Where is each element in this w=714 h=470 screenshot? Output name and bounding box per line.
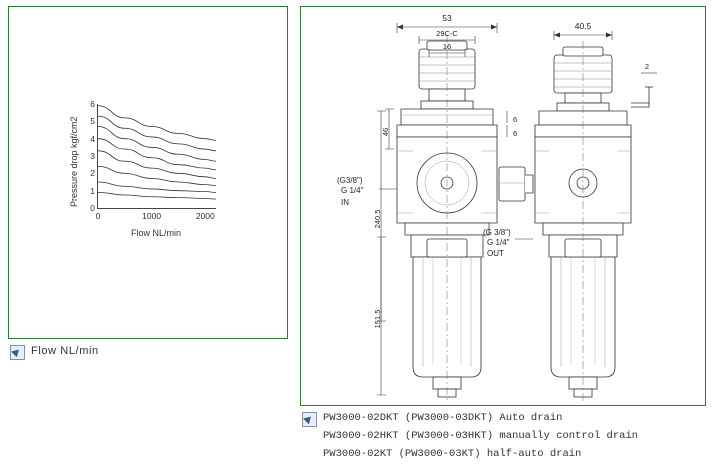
- chart-line-curve-3: [98, 127, 216, 162]
- chart-y-tick-1: 1: [90, 185, 95, 196]
- dim-top-small: 16: [442, 42, 452, 51]
- left-panel-caption: [10, 344, 99, 360]
- chart-x-axis-title: Flow NL/min: [130, 228, 181, 238]
- dim-top-sub: 29C-C: [436, 29, 458, 38]
- filter-regulator-drawing: [301, 7, 705, 405]
- pressure-drop-flow-chart: [69, 99, 239, 252]
- right-caption-line-3: PW3000-02KT (PW3000-03KT) half-auto drain: [323, 448, 582, 460]
- right-caption-line-1: PW3000-02DKT (PW3000-03DKT) Auto drain: [323, 412, 563, 424]
- dim-left-height-2405: 240.5: [373, 209, 382, 229]
- chart-x-tick-0: 0: [95, 211, 101, 221]
- left-caption-text: Flow NL/min: [31, 345, 99, 357]
- dim-left-height-1515: 151.5: [373, 309, 382, 329]
- inlet-label-line2: G 1/4": [341, 186, 364, 195]
- dim-top-width: 53: [442, 13, 452, 23]
- chart-line-curve-5: [98, 151, 216, 179]
- chart-series-lines: [98, 104, 216, 208]
- chart-y-tick-0: 0: [90, 203, 95, 213]
- right-caption-line-2: PW3000-02HKT (PW3000-03HKT) manually control drain: [323, 430, 639, 442]
- outlet-label-line1: (G 3/8"): [483, 228, 511, 237]
- dim-side-small-2: 6: [513, 129, 518, 138]
- outlet-label-line2: G 1/4": [487, 238, 510, 247]
- dimension-drawing-panel: [300, 6, 706, 406]
- chart-y-axis-title: Pressure drop kgf/cm2: [69, 116, 79, 208]
- chart-plot-area: [90, 99, 216, 221]
- chart-x-tick-1: 1000: [142, 211, 162, 221]
- chart-x-tick-2: 2000: [195, 211, 215, 221]
- dim-left-height-46: 46: [381, 127, 390, 137]
- chart-line-curve-8: [98, 192, 216, 199]
- flow-chart-panel: [8, 6, 288, 339]
- drawing-thumbnail-icon: [302, 412, 317, 427]
- chart-y-tick-3: 3: [90, 151, 95, 161]
- chart-y-tick-2: 2: [90, 168, 95, 179]
- chart-y-tick-5: 5: [90, 116, 95, 127]
- chart-line-curve-7: [98, 182, 216, 192]
- right-panel-caption: [302, 411, 638, 462]
- chart-y-tick-6: 6: [90, 99, 95, 109]
- outlet-label-line3: OUT: [487, 249, 504, 258]
- chart-line-curve-4: [98, 139, 216, 170]
- chart-line-curve-1: [98, 106, 216, 141]
- dim-side-small-1: 6: [513, 115, 518, 124]
- chart-y-tick-4: 4: [90, 133, 95, 144]
- chart-line-curve-2: [98, 116, 216, 151]
- chart-thumbnail-icon: [10, 345, 25, 360]
- inlet-label-line3: IN: [341, 198, 349, 207]
- dim-right-small: 2: [644, 62, 650, 71]
- inlet-label-line1: (G3/8"): [337, 176, 363, 185]
- dim-right-width: 40.5: [574, 21, 592, 31]
